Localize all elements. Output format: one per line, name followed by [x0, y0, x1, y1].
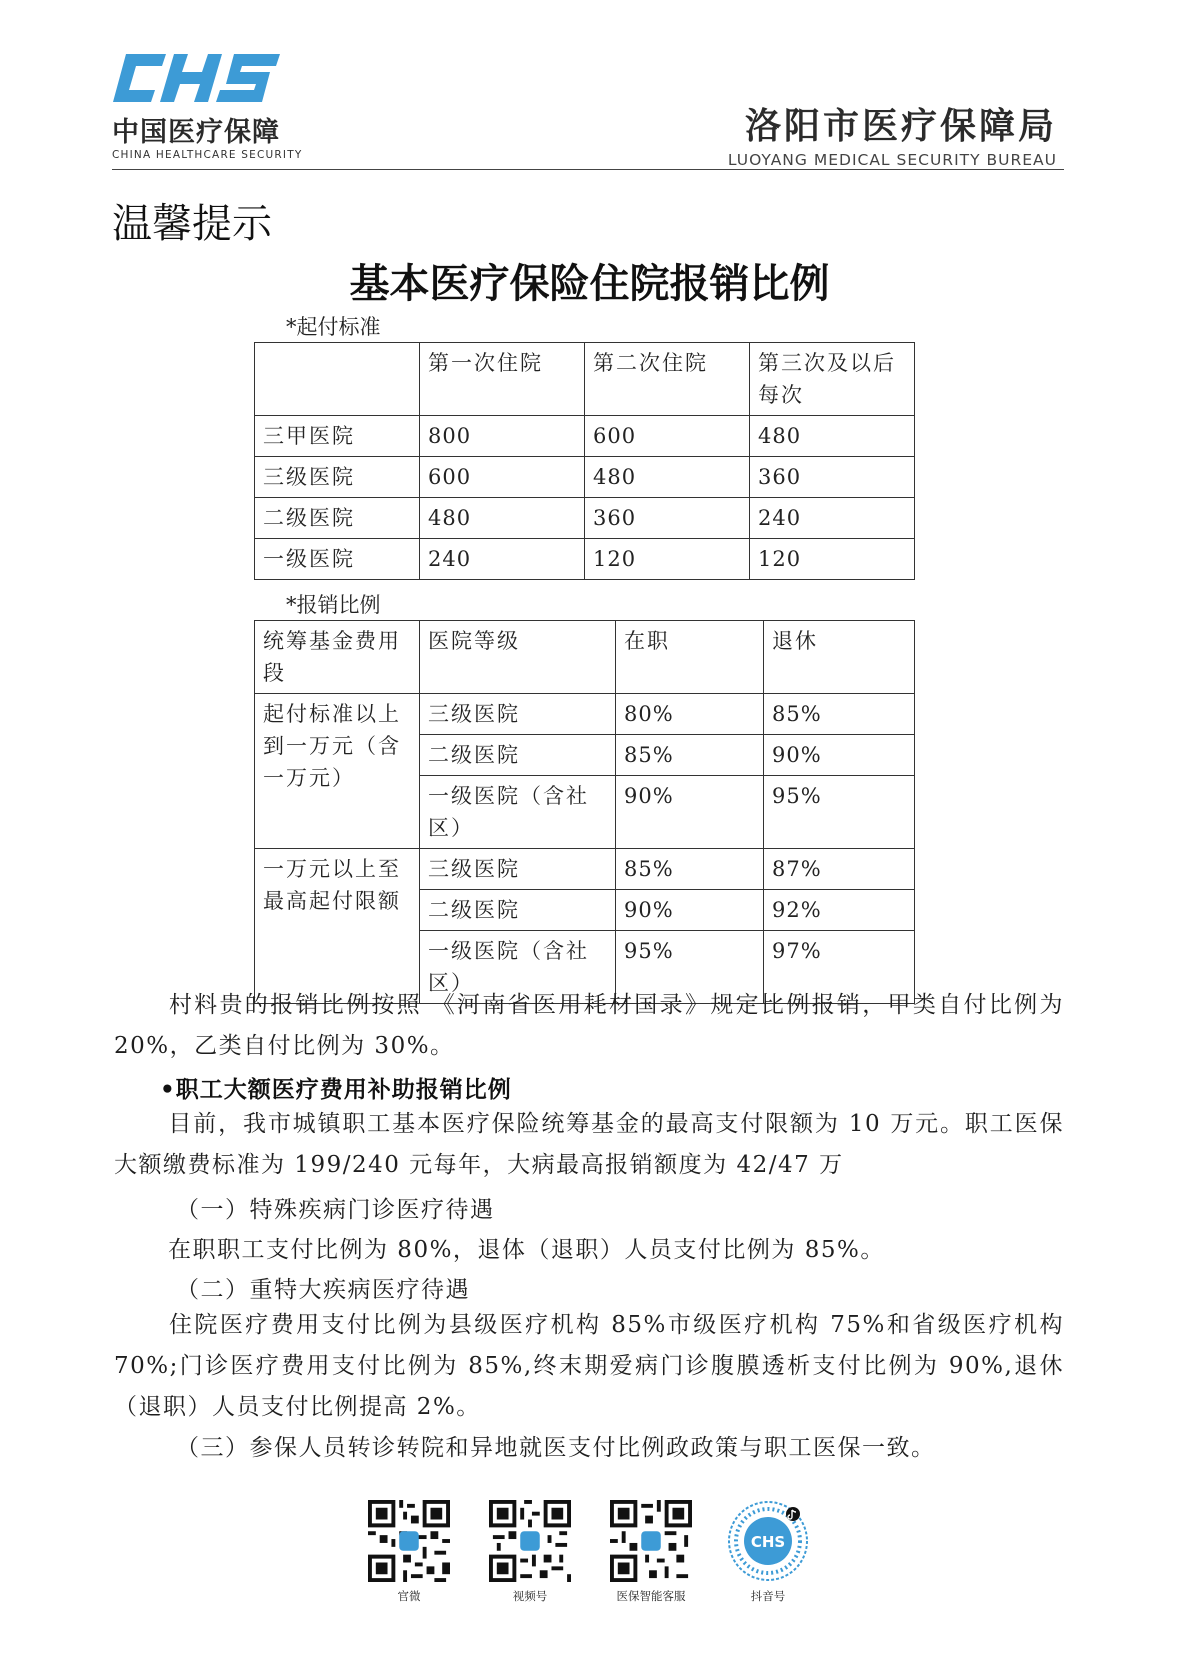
amount-cell: 240 [750, 498, 915, 539]
large-medical-heading: •职工大额医疗费用补助报销比例 [160, 1077, 512, 1103]
bureau-english-name: LUOYANG MEDICAL SECURITY BUREAU [727, 151, 1057, 169]
table-row [255, 416, 915, 457]
amount-cell: 480 [420, 498, 585, 539]
employed-ratio-cell: 80% [616, 694, 764, 735]
qr-video-channel[interactable] [488, 1500, 572, 1604]
qr-code-icon [489, 1500, 571, 1582]
logo-english-name: CHINA HEALTHCARE SECURITY [112, 149, 303, 161]
qr-label: 视频号 [512, 1589, 548, 1603]
amount-cell: 120 [585, 539, 750, 580]
retired-ratio-cell: 97% [764, 931, 915, 1004]
hospital-level-cell: 二级医院 [255, 498, 420, 539]
item1-title: （一）特殊疾病门诊医疗待遇 [176, 1197, 495, 1223]
amount-cell: 360 [585, 498, 750, 539]
table-header-cell: 第三次及以后每次 [750, 343, 915, 416]
retired-ratio-cell: 95% [764, 776, 915, 849]
table-header-cell: 统筹基金费用段 [255, 621, 420, 694]
header-divider [112, 169, 1064, 170]
hospital-level-cell: 一级医院 [255, 539, 420, 580]
table-header-cell: 第二次住院 [585, 343, 750, 416]
amount-cell: 240 [420, 539, 585, 580]
amount-cell: 360 [750, 457, 915, 498]
table-header-cell: 医院等级 [420, 621, 616, 694]
deductible-section-label: *起付标准 [286, 315, 381, 339]
employed-ratio-cell: 90% [616, 890, 764, 931]
logo-mark-text: CHS [750, 1533, 786, 1551]
logo-chinese-name: 中国医疗保障 [112, 117, 280, 148]
item1-text: 在职职工支付比例为 80%，退体（退职）人员支付比例为 85%。 [168, 1237, 885, 1263]
retired-ratio-cell: 92% [764, 890, 915, 931]
item2-title: （二）重特大疾病医疗待遇 [176, 1277, 470, 1303]
table-row [255, 457, 915, 498]
amount-cell: 480 [585, 457, 750, 498]
table-row [255, 498, 915, 539]
table-row [255, 849, 915, 890]
material-fee-paragraph [114, 985, 1064, 1067]
amount-cell: 120 [750, 539, 915, 580]
table-header-cell: 退休 [764, 621, 915, 694]
amount-cell: 800 [420, 416, 585, 457]
qr-douyin[interactable] [726, 1500, 810, 1604]
hospital-level-cell: 三级医院 [255, 457, 420, 498]
bureau-name-block [728, 98, 1057, 169]
hospital-level-cell: 二级医院 [420, 890, 616, 931]
item2-text: 住院医疗费用支付比例为县级医疗机构 85%市级医疗机构 75%和省级医疗机构 70%;门诊医疗费用支付比例为 85%,终末期爱病门诊腹膜透析支付比例为 90%,退休（退职）人员支付比例提高 2%。 [114, 1312, 1064, 1420]
table-row [255, 539, 915, 580]
douyin-code-icon [727, 1500, 809, 1582]
ratio-section-label: *报销比例 [286, 593, 381, 617]
notice-title: 温馨提示 [112, 201, 272, 247]
main-title: 基本医疗保险住院报销比例 [349, 260, 830, 307]
hospital-level-cell: 三甲医院 [255, 416, 420, 457]
qr-label: 抖音号 [750, 1589, 786, 1603]
employed-ratio-cell: 85% [616, 849, 764, 890]
qr-label: 官微 [397, 1589, 421, 1603]
item2-paragraph [114, 1305, 1064, 1428]
material-fee-text: 村料贵的报销比例按照 《河南省医用耗材国录》规定比例报销，甲类自付比例为 20%，乙类自付比例为 30%。 [114, 992, 1064, 1059]
table-header-row [255, 343, 915, 416]
table-header-cell: 第一次住院 [420, 343, 585, 416]
qr-code-icon [368, 1500, 450, 1582]
fund-segment-cell: 一万元以上至最高起付限额 [255, 849, 420, 1004]
qr-official-wechat[interactable] [367, 1500, 451, 1604]
employed-ratio-cell: 85% [616, 735, 764, 776]
hospital-level-cell: 二级医院 [420, 735, 616, 776]
table-header-cell [255, 343, 420, 416]
qr-smart-service[interactable] [609, 1500, 693, 1604]
hospital-level-cell: 一级医院（含社区） [420, 776, 616, 849]
employed-ratio-cell: 95% [616, 931, 764, 1004]
ratio-table [254, 620, 915, 1004]
chs-logo [112, 52, 303, 161]
table-row [255, 694, 915, 735]
qr-code-icon [610, 1500, 692, 1582]
retired-ratio-cell: 90% [764, 735, 915, 776]
amount-cell: 480 [750, 416, 915, 457]
table-header-cell: 在职 [616, 621, 764, 694]
amount-cell: 600 [585, 416, 750, 457]
hospital-level-cell: 三级医院 [420, 849, 616, 890]
hospital-level-cell: 一级医院（含社区） [420, 931, 616, 1004]
deductible-table [254, 342, 915, 580]
hospital-level-cell: 三级医院 [420, 694, 616, 735]
large-medical-paragraph [114, 1104, 1064, 1186]
chs-logo-mark-icon [112, 52, 284, 106]
retired-ratio-cell: 85% [764, 694, 915, 735]
qr-label: 医保智能客服 [616, 1589, 686, 1603]
bureau-chinese-name: 洛阳市医疗保障局 [744, 106, 1057, 147]
item3-title: （三）参保人员转诊转院和异地就医支付比例政政策与职工医保一致。 [176, 1435, 936, 1461]
large-medical-text: 目前，我市城镇职工基本医疗保险统筹基金的最高支付限额为 10 万元。职工医保大额缴费标准为 199/240 元每年，大病最高报销额度为 42/47 万 [114, 1111, 1064, 1178]
table-header-row [255, 621, 915, 694]
retired-ratio-cell: 87% [764, 849, 915, 890]
employed-ratio-cell: 90% [616, 776, 764, 849]
amount-cell: 600 [420, 457, 585, 498]
fund-segment-cell: 起付标准以上到一万元（含一万元） [255, 694, 420, 849]
